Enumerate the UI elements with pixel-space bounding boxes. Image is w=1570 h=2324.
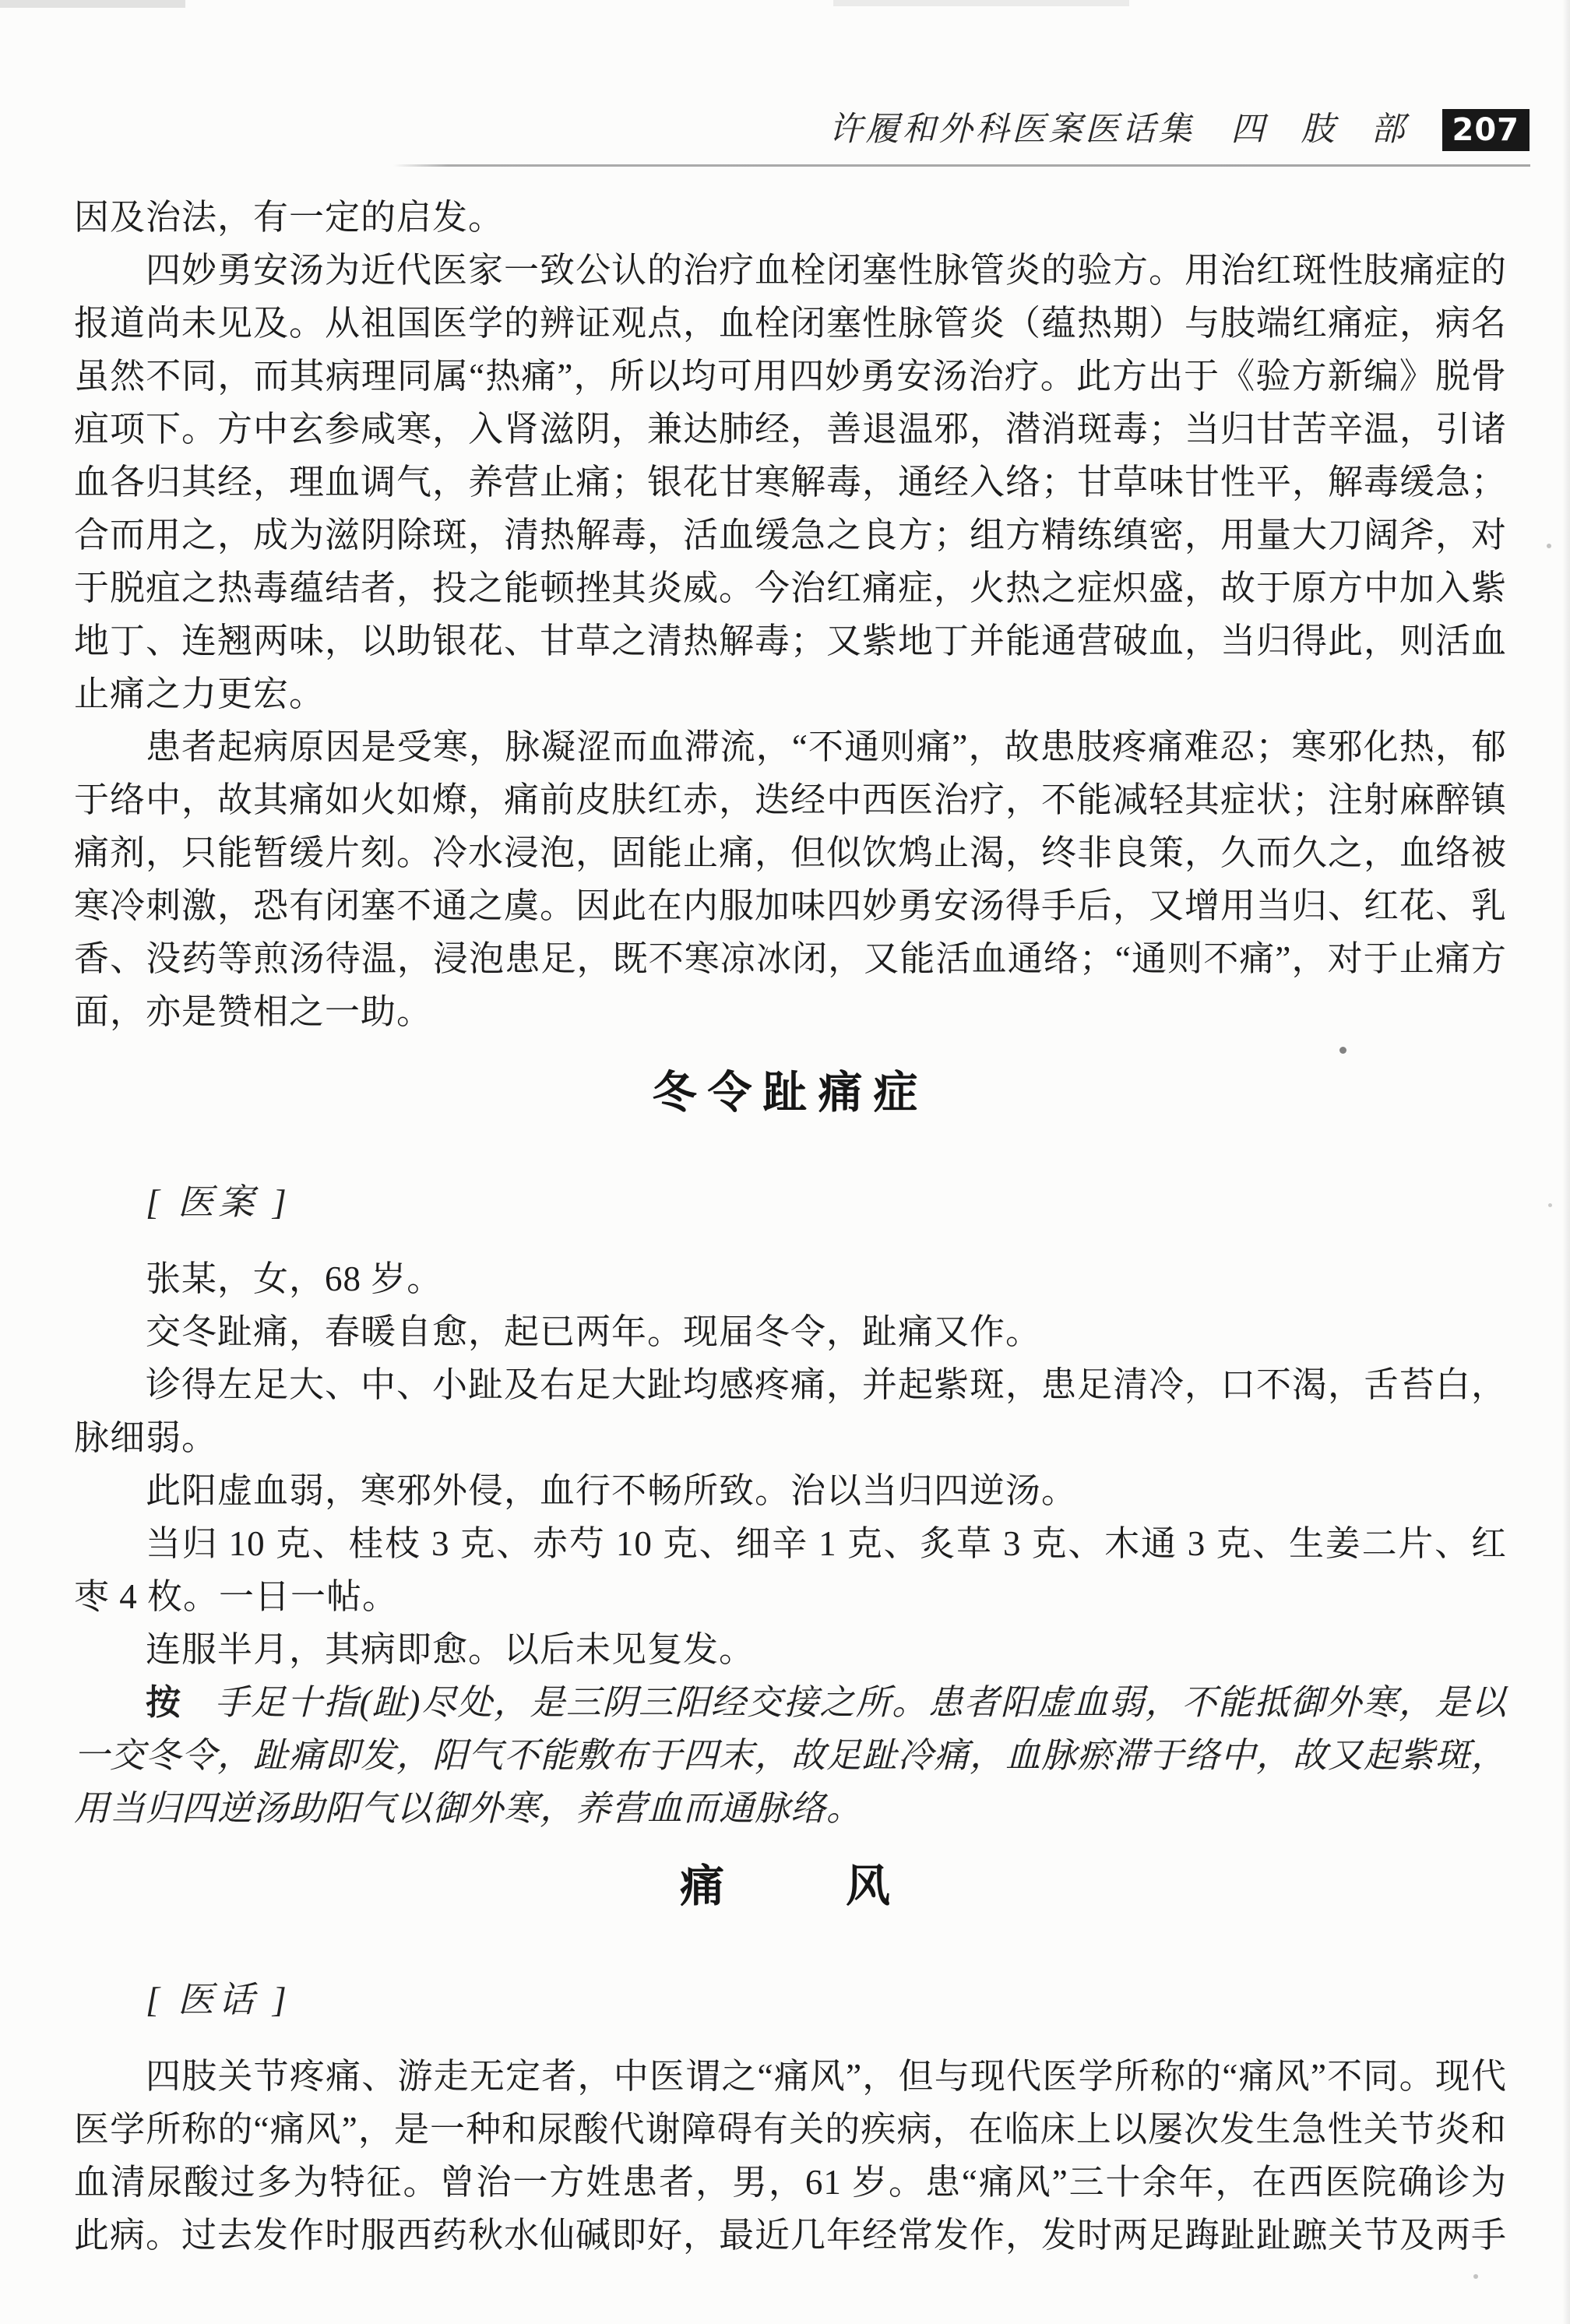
scan-artifact-streak <box>833 0 1129 6</box>
section-title-winter-toe-pain: 冬令趾痛症 <box>652 1069 929 1118</box>
scan-artifact-speck <box>1473 2274 1478 2279</box>
commentary-paragraph <box>74 1676 1507 1835</box>
medical-talk-label: [ 医话 ] <box>146 1980 291 2019</box>
paragraph: 张某，女，68 岁。 <box>146 1259 443 1298</box>
scan-artifact-speck <box>1548 1203 1552 1207</box>
scan-artifact-edge-shadow <box>1562 0 1570 2324</box>
paragraph: 此阳虚血弱，寒邪外侵，血行不畅所致。治以当归四逆汤。 <box>146 1471 1078 1510</box>
section-title-gout: 痛 风 <box>680 1862 901 1911</box>
page-content <box>74 191 1507 2262</box>
header-divider <box>393 164 1530 167</box>
commentary-text: 手足十指(趾)尽处，是三阴三阳经交接之所。患者阳虚血弱，不能抵御外寒，是以一交冬令，趾痛即发，阳气不能敷布于四末，故足趾冷痛，血脉瘀滞于络中，故又起紫斑，用当归四逆汤助阳气以御外寒，养营血而通脉络。 <box>74 1683 1508 1828</box>
case-paragraphs <box>74 1252 1507 1676</box>
section-label: 四 肢 部 <box>1230 111 1406 148</box>
scan-artifact-streak <box>0 0 185 8</box>
paragraph: 交冬趾痛，春暖自愈，起已两年。现届冬令，趾痛又作。 <box>146 1312 1042 1351</box>
scan-artifact-speck <box>1339 1047 1346 1054</box>
paragraph: 患者起病原因是受寒，脉凝涩而血滞流，“不通则痛”，故患肢疼痛难忍；寒邪化热，郁于络中，故其痛如火如燎，痛前皮肤红赤，迭经中西医治疗，不能减轻其症状；注射麻醉镇痛剂，只能暂缓片刻。冷水浸泡，固能止痛，但似饮鸩止渴，终非良策，久而久之，血络被寒冷刺激，恐有闭塞不通之虞。因此在内服加味四妙勇安汤得手后，又增用当归、红花、乳香、没药等煎汤待温，浸泡患足，既不寒凉冰闭，又能活血通络；“通则不痛”，对于止痛方面，亦是赞相之一助。 <box>74 727 1508 1031</box>
case-record-label: [ 医案 ] <box>146 1182 291 1222</box>
paragraph: 当归 10 克、桂枝 3 克、赤芍 10 克、细辛 1 克、炙草 3 克、木通 3 克、生姜二片、红枣 4 枚。一日一帖。 <box>74 1524 1507 1616</box>
paragraph: 因及治法，有一定的启发。 <box>74 198 505 237</box>
paragraph: 四妙勇安汤为近代医家一致公认的治疗血栓闭塞性脉管炎的验方。用治红斑性肢痛症的报道尚未见及。从祖国医学的辨证观点，血栓闭塞性脉管炎（蕴热期）与肢端红痛症，病名虽然不同，而其病理同属“热痛”，所以均可用四妙勇安汤治疗。此方出于《验方新编》脱骨疽项下。方中玄参咸寒，入肾滋阴，兼达肺经，善退温邪，潜消斑毒；当归甘苦辛温，引诸血各归其经，理血调气，养营止痛；银花甘寒解毒，通经入络；甘草味甘性平，解毒缓急；合而用之，成为滋阴除斑，清热解毒，活血缓急之良方；组方精练缜密，用量大刀阔斧，对于脱疽之热毒蕴结者，投之能顿挫其炎威。今治红痛症，火热之症炽盛，故于原方中加入紫地丁、连翘两味，以助银花、甘草之清热解毒；又紫地丁并能通营破血，当归得此，则活血止痛之力更宏。 <box>74 251 1508 713</box>
commentary-label: 按 <box>146 1683 182 1722</box>
scan-artifact-speck <box>1547 544 1551 548</box>
page-number-badge: 207 <box>1442 109 1530 151</box>
intro-paragraphs <box>74 191 1507 1038</box>
paragraph: 诊得左足大、中、小趾及右足大趾均感疼痛，并起紫斑，患足清冷，口不渴，舌苔白，脉细弱。 <box>74 1365 1508 1457</box>
paragraph: 四肢关节疼痛、游走无定者，中医谓之“痛风”，但与现代医学所称的“痛风”不同。现代医学所称的“痛风”，是一种和尿酸代谢障碍有关的疾病，在临床上以屡次发生急性关节炎和血清尿酸过多为特征。曾治一方姓患者，男，61 岁。患“痛风”三十余年，在西医院确诊为此病。过去发作时服西药秋水仙碱即好，最近几年经常发作，发时两足踇趾趾蹠关节及两手 <box>74 2057 1508 2255</box>
running-head <box>0 107 1530 153</box>
book-title: 许履和外科医案医话集 <box>829 111 1195 148</box>
paragraph: 连服半月，其病即愈。以后未见复发。 <box>146 1630 755 1669</box>
talk-paragraphs <box>74 2050 1507 2262</box>
